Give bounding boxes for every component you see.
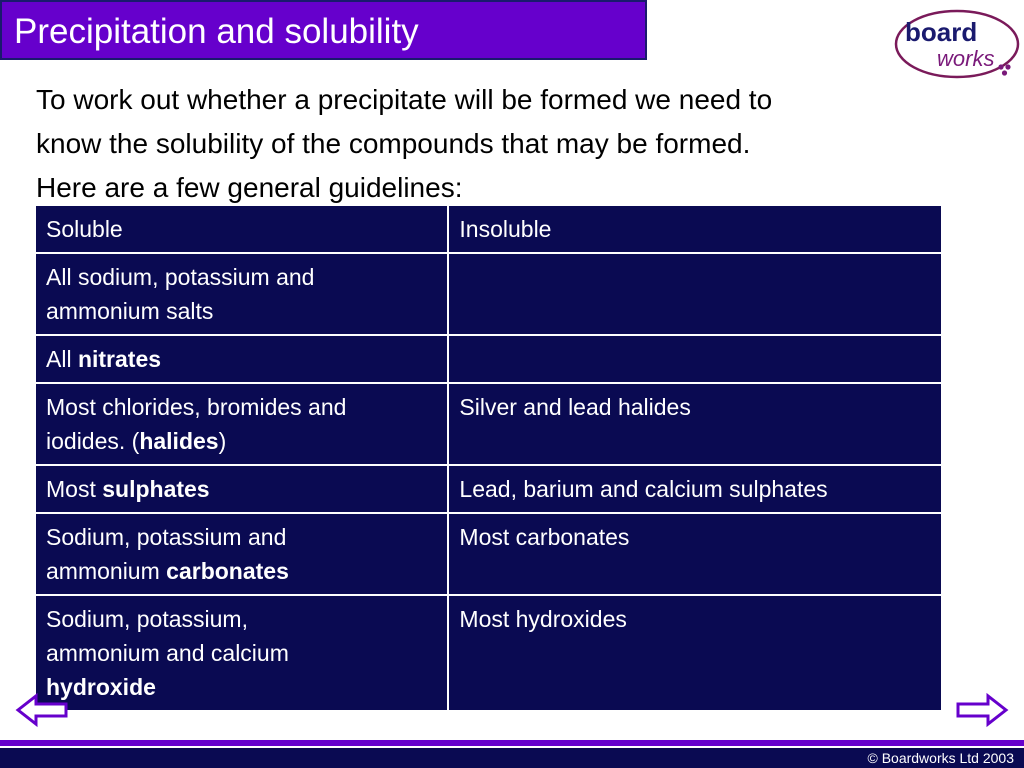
boardworks-logo <box>893 8 1021 80</box>
cell-keyword: hydroxide <box>46 674 156 700</box>
soluble-cell <box>35 253 448 335</box>
insoluble-cell: Most hydroxides <box>448 595 942 711</box>
forward-button[interactable] <box>954 690 1010 730</box>
footer-bar <box>0 748 1024 768</box>
intro-line: know the solubility of the compounds that may be formed. <box>36 128 751 159</box>
table-header-row <box>35 205 942 253</box>
soluble-cell <box>35 383 448 465</box>
table-row <box>35 465 942 513</box>
intro-line: To work out whether a precipitate will be formed we need to <box>36 84 773 115</box>
cell-text: Most chlorides, bromides and <box>46 394 347 420</box>
arrow-right-icon <box>958 696 1006 724</box>
intro-line: Here are a few general guidelines: <box>36 172 463 203</box>
cell-text: Sodium, potassium and <box>46 524 287 550</box>
solubility-table <box>34 204 943 712</box>
soluble-cell <box>35 513 448 595</box>
cell-text: iodides. ( <box>46 428 140 454</box>
logo-word-board: board <box>905 17 978 47</box>
cell-text: ammonium and calcium <box>46 640 289 666</box>
cell-text: ) <box>218 428 227 454</box>
table-row <box>35 383 942 465</box>
table-row <box>35 595 942 711</box>
cell-keyword: halides <box>139 428 219 454</box>
table-row <box>35 513 942 595</box>
soluble-cell <box>35 465 448 513</box>
header-insoluble: Insoluble <box>448 205 942 253</box>
cell-text: All sodium, potassium and <box>46 264 315 290</box>
logo-word-works: works <box>937 46 995 71</box>
insoluble-cell: Silver and lead halides <box>448 383 942 465</box>
insoluble-cell <box>448 253 942 335</box>
table-row <box>35 335 942 383</box>
footer-divider <box>0 740 1024 746</box>
cell-text: Most <box>46 476 103 502</box>
insoluble-cell <box>448 335 942 383</box>
arrow-left-icon <box>18 696 66 724</box>
header-soluble: Soluble <box>35 205 448 253</box>
cell-keyword: sulphates <box>102 476 210 502</box>
cell-text: All <box>46 346 78 372</box>
intro-text <box>36 78 986 210</box>
title-bar <box>0 0 647 60</box>
cell-keyword: nitrates <box>77 346 162 372</box>
back-button[interactable] <box>14 690 70 730</box>
copyright-text: © Boardworks Ltd 2003 <box>867 750 1014 766</box>
cell-keyword: carbonates <box>166 558 289 584</box>
cell-text: ammonium salts <box>46 298 214 324</box>
insoluble-cell: Lead, barium and calcium sulphates <box>448 465 942 513</box>
soluble-cell <box>35 595 448 711</box>
insoluble-cell: Most carbonates <box>448 513 942 595</box>
cell-text: Sodium, potassium, <box>46 606 248 632</box>
table-row <box>35 253 942 335</box>
page-title: Precipitation and solubility <box>14 12 419 51</box>
cell-text: ammonium <box>46 558 167 584</box>
soluble-cell <box>35 335 448 383</box>
